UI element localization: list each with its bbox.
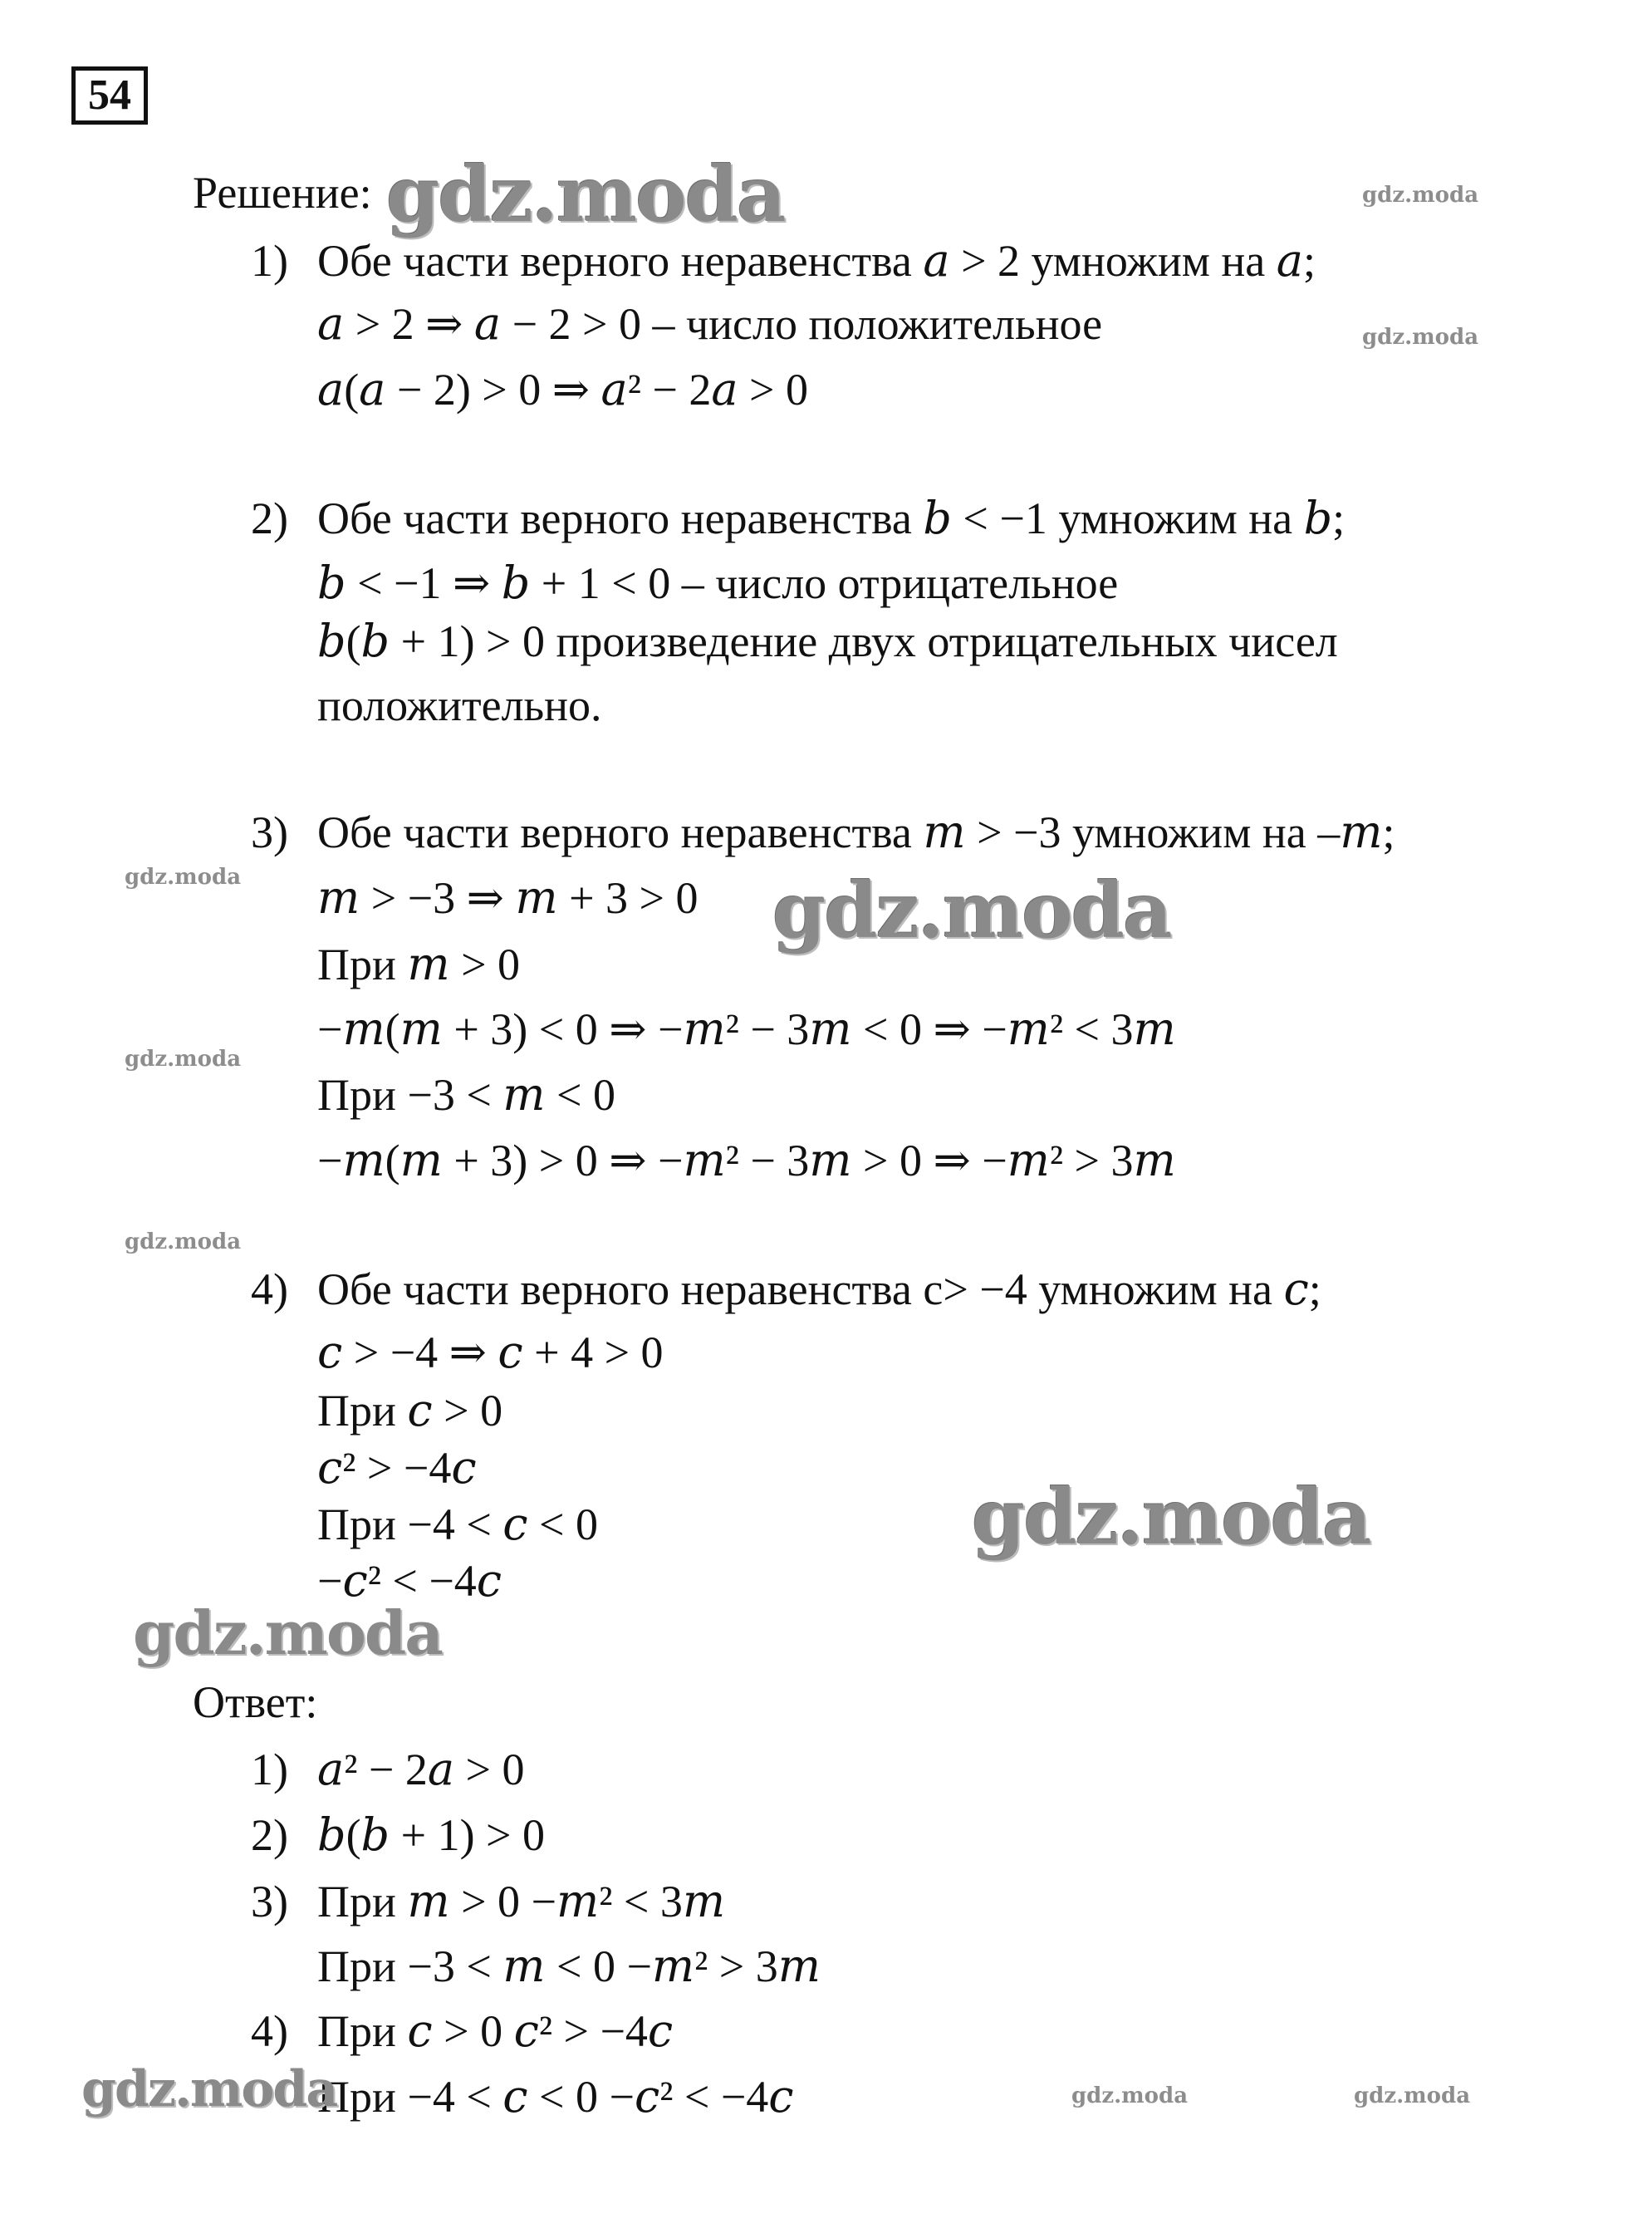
watermark: gdz.moda	[1354, 2083, 1471, 2108]
solution-3-number: 3)	[251, 807, 288, 857]
watermark: gdz.moda	[125, 865, 242, 890]
answer-3-line: При 𝑚 > 0 −𝑚² < 3𝑚	[317, 1877, 726, 1926]
solution-4-line: При −4 < 𝑐 < 0	[317, 1499, 599, 1549]
watermark: gdz.moda	[125, 1229, 242, 1254]
solution-4-number: 4)	[251, 1264, 288, 1314]
solution-4-line: При 𝑐 > 0	[317, 1386, 503, 1436]
solution-3-line: При −3 < 𝑚 < 0	[317, 1070, 615, 1120]
solution-1-line: 𝑎 > 2 ⇒ 𝑎 − 2 > 0 – число положительное	[317, 299, 1103, 349]
watermark: gdz.moda	[133, 1597, 442, 1668]
solution-2-line: Обе части верного неравенства 𝑏 < −1 умножим на 𝑏;	[317, 493, 1346, 543]
watermark: gdz.moda	[386, 150, 785, 239]
answer-3-number: 3)	[251, 1877, 288, 1926]
answer-2-line: 𝑏(𝑏 + 1) > 0	[317, 1810, 546, 1860]
solution-2-line: 𝑏 < −1 ⇒ 𝑏 + 1 < 0 – число отрицательное	[317, 558, 1119, 608]
answer-heading: Ответ:	[193, 1677, 318, 1727]
watermark: gdz.moda	[1362, 183, 1479, 208]
answer-1-number: 1)	[251, 1745, 288, 1794]
answer-4-line: При −4 < 𝑐 < 0 −𝑐² < −4𝑐	[317, 2072, 794, 2122]
watermark: gdz.moda	[772, 866, 1171, 955]
watermark: gdz.moda	[972, 1472, 1370, 1562]
solution-2-number: 2)	[251, 493, 288, 543]
answer-4-number: 4)	[251, 2006, 288, 2056]
solution-2-line: положительно.	[317, 680, 602, 730]
watermark: gdz.moda	[1362, 325, 1479, 350]
solution-4-line: 𝑐² > −4𝑐	[317, 1443, 477, 1493]
solution-3-line: Обе части верного неравенства 𝑚 > −3 умножим на –𝑚;	[317, 807, 1395, 857]
solution-4-line: 𝑐 > −4 ⇒ 𝑐 + 4 > 0	[317, 1328, 664, 1377]
solution-1-line: Обе части верного неравенства 𝑎 > 2 умножим на 𝑎;	[317, 236, 1316, 286]
solution-1-line: 𝑎(𝑎 − 2) > 0 ⇒ 𝑎² − 2𝑎 > 0	[317, 365, 808, 415]
solution-4-line: Обе части верного неравенства с> −4 умножим на 𝑐;	[317, 1264, 1321, 1314]
solution-1-number: 1)	[251, 236, 288, 286]
answer-2-number: 2)	[251, 1810, 288, 1860]
solution-4-line: −𝑐² < −4𝑐	[317, 1556, 502, 1606]
solution-3-line: При 𝑚 > 0	[317, 940, 521, 989]
solution-3-line: −𝑚(𝑚 + 3) > 0 ⇒ −𝑚² − 3𝑚 > 0 ⇒ −𝑚² > 3𝑚	[317, 1136, 1176, 1185]
answer-1-line: 𝑎² − 2𝑎 > 0	[317, 1745, 525, 1794]
solution-2-line: 𝑏(𝑏 + 1) > 0 произведение двух отрицательных чисел	[317, 616, 1338, 666]
answer-3-line: При −3 < 𝑚 < 0 −𝑚² > 3𝑚	[317, 1941, 821, 1991]
watermark: gdz.moda	[125, 1047, 242, 1072]
solution-3-line: 𝑚 > −3 ⇒ 𝑚 + 3 > 0	[317, 873, 699, 923]
solution-3-line: −𝑚(𝑚 + 3) < 0 ⇒ −𝑚² − 3𝑚 < 0 ⇒ −𝑚² < 3𝑚	[317, 1004, 1176, 1054]
problem-number-box: 54	[71, 66, 148, 125]
answer-4-line: При 𝑐 > 0 𝑐² > −4𝑐	[317, 2006, 674, 2056]
watermark: gdz.moda	[81, 2060, 337, 2118]
watermark: gdz.moda	[1071, 2083, 1189, 2108]
solution-heading: Решение:	[193, 168, 372, 218]
